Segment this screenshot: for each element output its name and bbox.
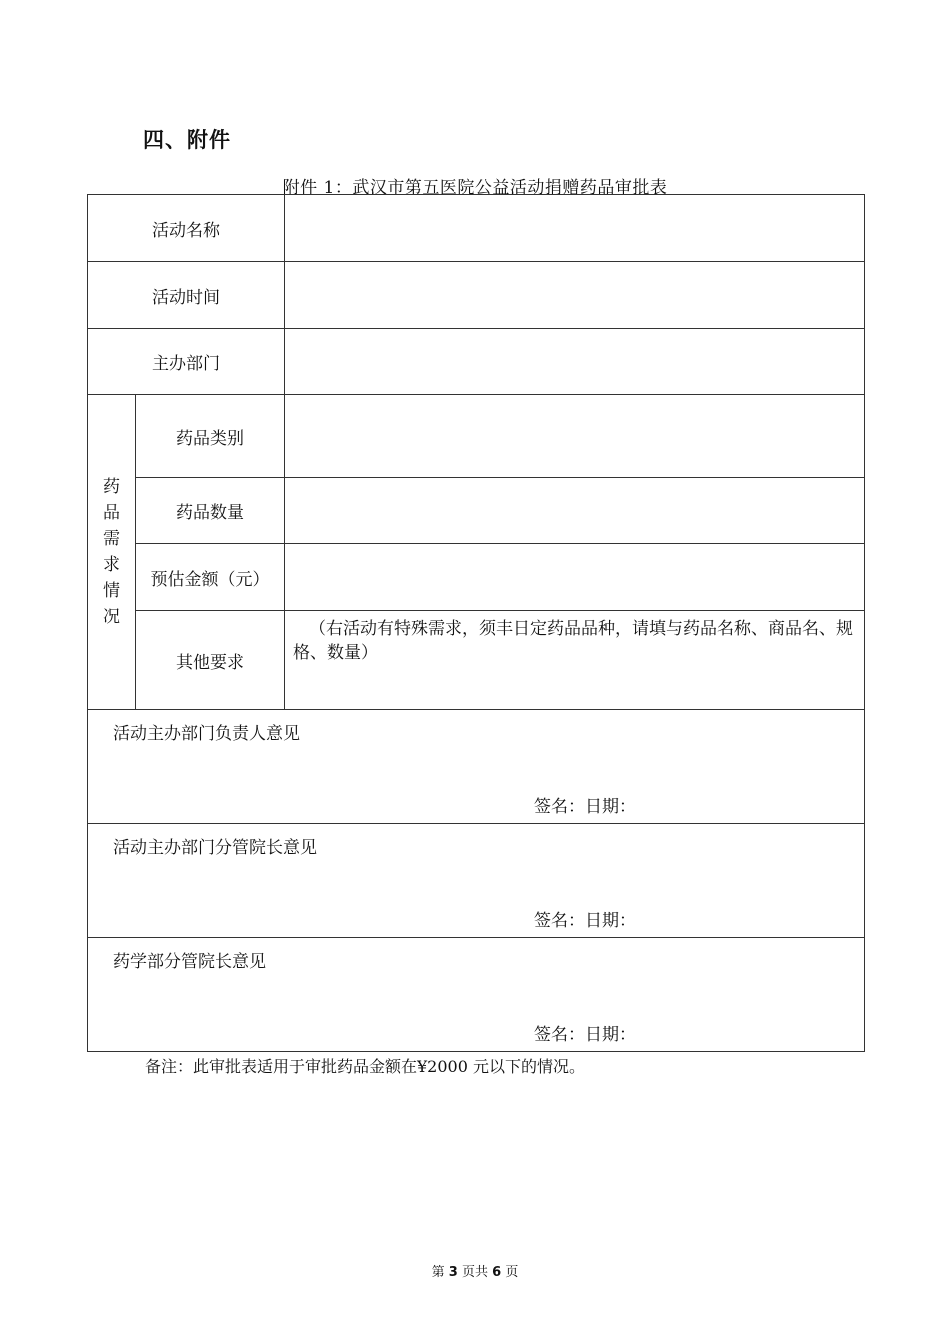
row-drug-quantity <box>88 478 865 544</box>
opinion-pharmacy-president[interactable] <box>88 938 865 1052</box>
drug-needs-char: 药 <box>103 477 120 497</box>
opinion-vice-president[interactable] <box>88 824 865 938</box>
row-host-department <box>88 329 865 395</box>
page-footer <box>0 1261 950 1280</box>
host-department-value[interactable] <box>285 329 865 395</box>
opinion-label: 药学部分管院长意见 <box>113 952 266 972</box>
opinion-department-head[interactable] <box>88 710 865 824</box>
activity-time-value[interactable] <box>285 262 865 329</box>
total-pages-number: 6 <box>492 1265 502 1280</box>
footer-suffix: 页 <box>505 1265 519 1280</box>
footer-prefix: 第 <box>431 1265 445 1280</box>
drug-needs-group-label <box>88 395 136 710</box>
signature-date-label: 签名：日期： <box>534 797 636 817</box>
footer-middle: 页共 <box>461 1265 488 1280</box>
drug-needs-char: 品 <box>103 503 120 523</box>
remark-note: 备注：此审批表适用于审批药品金额在¥2000 元以下的情况。 <box>145 1057 585 1076</box>
other-requirements-value[interactable]: （右活动有特殊需求，须丰日定药品品种，请填与药品名称、商品名、规格、数量） <box>285 611 865 710</box>
drug-category-value[interactable] <box>285 395 865 478</box>
row-drug-category <box>88 395 865 478</box>
drug-needs-char: 况 <box>103 607 120 627</box>
row-other-requirements <box>88 611 865 710</box>
other-requirements-label: 其他要求 <box>136 611 285 710</box>
section-heading: 四、附件 <box>143 128 231 152</box>
row-activity-time <box>88 262 865 329</box>
activity-name-value[interactable] <box>285 195 865 262</box>
drug-quantity-value[interactable] <box>285 478 865 544</box>
estimated-amount-value[interactable] <box>285 544 865 611</box>
approval-form-table <box>87 194 865 1052</box>
opinion-label: 活动主办部门负责人意见 <box>113 724 300 744</box>
signature-date-label: 签名：日期： <box>534 1025 636 1045</box>
drug-quantity-label: 药品数量 <box>136 478 285 544</box>
drug-category-label: 药品类别 <box>136 395 285 478</box>
current-page-number: 3 <box>448 1265 458 1280</box>
form-title: 附件 1：武汉市第五医院公益活动捐赠药品审批表 <box>282 178 668 198</box>
host-department-label: 主办部门 <box>88 329 285 395</box>
row-estimated-amount <box>88 544 865 611</box>
drug-needs-char: 情 <box>103 581 120 601</box>
row-activity-name <box>88 195 865 262</box>
row-opinion-vice-president <box>88 824 865 938</box>
row-opinion-pharmacy-president <box>88 938 865 1052</box>
activity-name-label: 活动名称 <box>88 195 285 262</box>
signature-date-label: 签名：日期： <box>534 911 636 931</box>
opinion-label: 活动主办部门分管院长意见 <box>113 838 317 858</box>
drug-needs-char: 需 <box>103 529 120 549</box>
activity-time-label: 活动时间 <box>88 262 285 329</box>
row-opinion-department-head <box>88 710 865 824</box>
drug-needs-char: 求 <box>103 555 120 575</box>
estimated-amount-label: 预估金额（元） <box>136 544 285 611</box>
